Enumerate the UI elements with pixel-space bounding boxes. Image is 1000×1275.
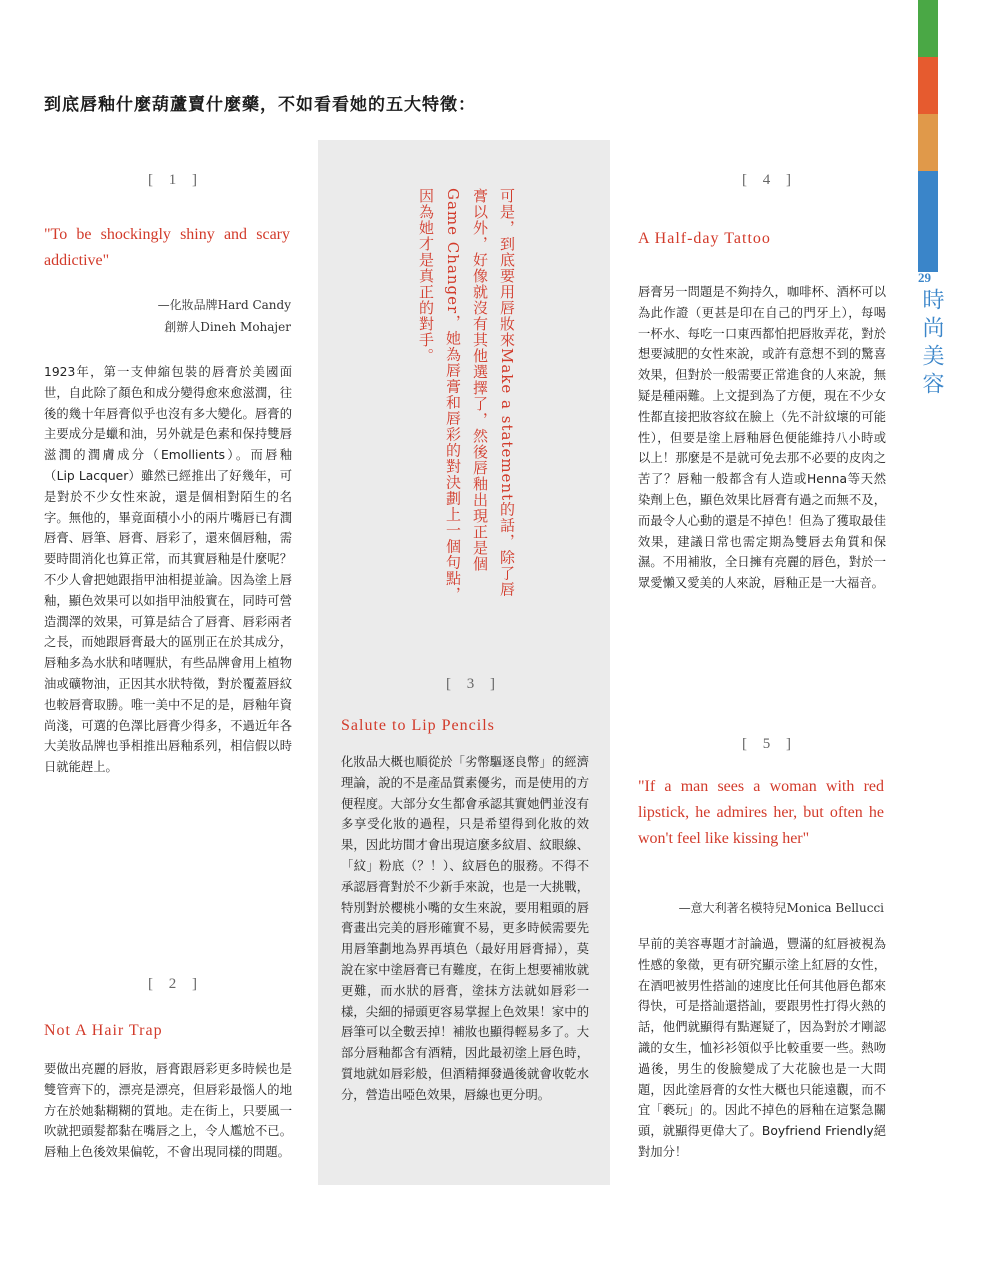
- section-5-attribution: —意大利著名模特兒Monica Bellucci: [678, 901, 884, 915]
- section-5-body: 早前的美容專題才討論過，豐滿的紅唇被視為性感的象徵，更有研究顯示塗上紅唇的女性，在酒吧被男性搭訕的速度比任何其他唇色都來得快，可是搭訕還搭訕，要跟男性打得火熱的話，他們就顯得有點遲疑了，因為對於才剛認識的女生，恤衫衫領似乎比較重要一些。熱吻過後，男生的俊臉變成了大花臉也是一大問題，因此塗唇膏的女性大概也只能遠觀，而不宜「褻玩」的。因此不掉色的唇釉在這緊急關頭，就顯得更偉大了。Boyfriend Friendly絕對加分！: [638, 937, 886, 1159]
- section-1-marker: [ 1 ]: [148, 172, 203, 188]
- section-5-marker: [ 5 ]: [742, 736, 797, 752]
- section-1-attribution-line1: —化妝品牌Hard Candy: [157, 298, 291, 312]
- section-1-quote: "To be shockingly shiny and scary addictive": [44, 226, 290, 269]
- section-name: 時尚美容: [919, 288, 944, 400]
- section-4-marker: [ 4 ]: [742, 172, 797, 188]
- section-1-body: 1923年，第一支伸縮包裝的唇膏於美國面世，自此除了顏色和成分變得愈來愈滋潤，往後的幾十年唇膏似乎也沒有多大變化。唇膏的主要成分是蠟和油，另外就是色素和保持雙唇滋潤的潤膚成分（Emollients）。而唇釉（Lip Lacquer）雖然已經推出了好幾年，可是對於不少女性來說，還是個相對陌生的名字。無他的，畢竟面積小小的兩片嘴唇已有潤唇膏、唇筆、唇膏、唇彩了，還來個唇釉，需要時間消化也算正常，而其實唇釉是什麼呢？不少人會把她跟指甲油相提並論。因為塗上唇釉，顯色效果可以如指甲油般實在，同時可營造潤澤的效果，可算是結合了唇膏、唇彩兩者之長，而她跟唇膏最大的區別正在於其成分，唇釉多為水狀和啫喱狀，有些品牌會用上植物油或礦物油，正因其水狀特徵，對於覆蓋唇紋也較唇膏取勝。唯一美中不足的是，唇釉年資尚淺，可選的色澤比唇膏少得多，不過近年各大美妝品牌也爭相推出唇釉系列，相信假以時日就能趕上。: [44, 365, 292, 775]
- tab-bar-amber: [918, 114, 938, 171]
- section-2-body: 要做出亮麗的唇妝，唇膏跟唇彩更多時候也是雙管齊下的，漂亮是漂亮，但唇彩最惱人的地方在於她黏糊糊的質地。走在街上，只要風一吹就把頭髮都黏在嘴唇之上，令人尷尬不已。唇釉上色後效果偏乾，不會出現同樣的問題。: [44, 1062, 292, 1160]
- section-3-body: 化妝品大概也順從於「劣幣驅逐良幣」的經濟理論，說的不是產品質素優劣，而是使用的方便程度。大部分女生都會承認其實她們並沒有多享受化妝的過程，只是希望得到化妝的效果，因此坊間才會出現這麼多紋眉、紋眼線、「紋」粉底（？！）、紋唇色的服務。不得不承認唇膏對於不少新手來說，也是一大挑戰，特別對於櫻桃小嘴的女生來說，要用粗頭的唇膏畫出完美的唇形確實不易，更多時候需要先用唇筆劃地為界再填色（最好用唇膏掃），莫說在家中塗唇膏已有難度，在街上想要補妝就更難，而水狀的唇膏，塗抹方法就如唇彩一樣，尖細的掃頭更容易掌握上色效果！家中的唇筆可以全數丟掉！補妝也顯得輕易多了。大部分唇釉都含有酒精，因此最初塗上唇色時，質地就如唇彩般，但酒精揮發過後就會收乾水分，營造出啞色效果，唇線也更分明。: [341, 755, 589, 1102]
- pull-quote: 可是，到底要用唇妝來Make a statement的話，除了唇膏以外，好像就沒有其他選擇了，然後唇釉出現正是個Game Changer，她為唇膏和唇彩的對決劃上一個句點，因為她才是真正的對手。: [417, 188, 516, 603]
- section-2-marker: [ 2 ]: [148, 976, 203, 992]
- page-number: 29: [918, 270, 931, 285]
- section-2-title: Not A Hair Trap: [44, 1022, 163, 1039]
- section-3-title: Salute to Lip Pencils: [341, 717, 495, 734]
- section-4-title: A Half-day Tattoo: [638, 230, 771, 247]
- section-5-quote: "If a man sees a woman with red lipstick, he admires her, but often he won't feel like kissing her": [638, 778, 884, 847]
- page-headline: 到底唇釉什麼葫蘆賣什麼藥，不如看看她的五大特徵：: [44, 95, 476, 115]
- section-1-attribution-line2: 創辦人Dineh Mohajer: [164, 320, 291, 334]
- tab-bar-orange: [918, 57, 938, 114]
- section-4-body: 唇膏另一問題是不夠持久，咖啡杯、酒杯可以為此作證（更甚是印在自己的門牙上），每喝一杯水、每吃一口東西都怕把唇妝弄花，對於想要減肥的女性來說，或許有意想不到的驚喜效果，但對於一般需要正常進食的人來說，無疑是種兩難。上文提到為了方便，現在不少女性都直接把妝容紋在臉上（先不計紋壞的可能性），但要是塗上唇釉唇色便能維持八小時或以上！那麼是不是就可免去那不必要的皮肉之苦了？唇釉一般都含有人造或Henna等天然染劑上色，顯色效果比唇膏有過之而無不及，而最令人心動的還是不掉色！但為了獲取最佳效果，建議日常也需定期為雙唇去角質和保濕。不用補妝，全日擁有亮麗的唇色，對於一眾愛懶又愛美的人來說，唇釉正是一大福音。: [638, 285, 886, 591]
- tab-bar-blue: [918, 171, 938, 272]
- tab-bar-green: [918, 0, 938, 57]
- section-3-marker: [ 3 ]: [446, 676, 501, 692]
